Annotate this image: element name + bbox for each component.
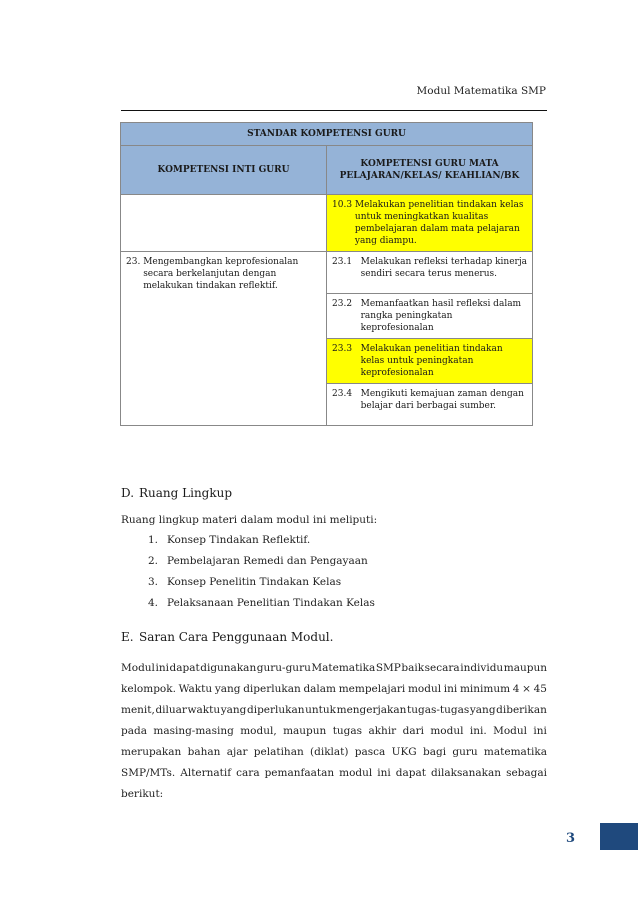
word: waktu	[187, 704, 221, 716]
list-item	[121, 555, 375, 576]
table-cell	[327, 294, 533, 339]
running-header: Modul Matematika SMP	[416, 85, 546, 97]
table-cell	[327, 339, 533, 384]
section-heading-d	[121, 486, 232, 500]
word: modul	[407, 683, 442, 695]
list-item	[121, 576, 375, 597]
word: dapat	[169, 662, 200, 674]
item-number: 23.	[126, 257, 144, 267]
word: yang	[220, 704, 247, 716]
word: ini	[443, 683, 458, 695]
word: mempelajari	[338, 683, 406, 695]
word: 45	[533, 683, 547, 695]
item-text: Melakukan penelitian tindakan kelas untuk peningkatan keprofesionalan	[360, 344, 503, 378]
word: (diklat)	[310, 746, 349, 758]
word: bagi	[423, 746, 447, 758]
list-item	[121, 597, 375, 618]
section-letter: D.	[121, 486, 135, 500]
table-row	[121, 195, 533, 252]
section-intro: Ruang lingkup materi dalam modul ini meliputi:	[121, 514, 378, 526]
word: dari	[402, 725, 424, 737]
item-text: Mengikuti kemajuan zaman dengan belajar dari berbagai sumber.	[360, 389, 524, 411]
page-number: 3	[566, 831, 576, 846]
list-text: Pembelajaran Remedi dan Pengayaan	[167, 555, 368, 567]
word: guru	[452, 746, 478, 758]
item-text: Memanfaatkan hasil refleksi dalam rangka peningkatan keprofesionalan	[360, 299, 522, 333]
word: pelatihan	[253, 746, 304, 758]
word: ini	[155, 662, 169, 674]
list-number: 2.	[147, 555, 158, 567]
item-number: 23.1	[332, 257, 361, 267]
word: SMP/MTs.	[121, 767, 176, 779]
header-rule	[121, 110, 547, 111]
item-text: Melakukan penelitian tindakan kelas untuk meningkatkan kualitas pembelajaran dalam mata pelajaran yang diampu.	[354, 200, 524, 246]
word: masing-masing	[153, 725, 234, 737]
competency-table	[120, 122, 533, 426]
item-text: Melakukan refleksi terhadap kinerja sendiri secara terus menerus.	[360, 257, 527, 279]
table-cell	[327, 195, 533, 252]
word: tugas	[332, 725, 363, 737]
section-title: Ruang Lingkup	[139, 486, 233, 500]
word: dapat	[395, 767, 426, 779]
word: pasca	[354, 746, 386, 758]
table-cell	[327, 252, 533, 294]
word: menit,	[121, 704, 155, 716]
word: yang	[214, 683, 241, 695]
table-cell-empty	[121, 195, 327, 252]
word: maupun	[283, 725, 327, 737]
list-number: 1.	[147, 534, 158, 546]
section-e-paragraph	[121, 658, 547, 805]
section-title: Saran Cara Penggunaan Modul.	[139, 630, 334, 644]
word: dalam	[303, 683, 336, 695]
word: modul	[339, 767, 373, 779]
word: digunakan	[200, 662, 257, 674]
word: maupun	[503, 662, 547, 674]
word: akhir	[368, 725, 397, 737]
paragraph-line	[121, 679, 547, 700]
word: ×	[522, 683, 531, 695]
word: secara	[424, 662, 460, 674]
word: SMP	[375, 662, 401, 674]
word: individu	[460, 662, 504, 674]
word: cara	[236, 767, 260, 779]
section-heading-e	[121, 630, 333, 644]
word: Modul	[493, 725, 527, 737]
table-title: STANDAR KOMPETENSI GURU	[121, 123, 533, 146]
table-cell-core	[121, 252, 327, 426]
item-number: 23.2	[332, 299, 361, 309]
list-text: Konsep Penelitin Tindakan Kelas	[167, 576, 342, 588]
word: matematika	[483, 746, 547, 758]
word: Waktu	[178, 683, 213, 695]
word: ini	[533, 725, 547, 737]
word: untuk	[305, 704, 337, 716]
item-number: 23.3	[332, 344, 361, 354]
word: pemanfaatan	[264, 767, 335, 779]
word: diperlukan	[247, 704, 305, 716]
word: yang	[469, 704, 496, 716]
col-header-subject: KOMPETENSI GURU MATA PELAJARAN/KELAS/ KEAHLIAN/BK	[327, 146, 533, 195]
word: baik	[401, 662, 425, 674]
word: minimum	[459, 683, 511, 695]
list-text: Konsep Tindakan Reflektif.	[167, 534, 311, 546]
word: guru-guru	[256, 662, 311, 674]
paragraph-line	[121, 742, 547, 763]
word: diberikan	[496, 704, 547, 716]
word: modul,	[240, 725, 277, 737]
list-number: 4.	[147, 597, 158, 609]
paragraph-line	[121, 700, 547, 721]
word: tugas-tugas	[407, 704, 470, 716]
scope-list	[121, 534, 375, 618]
word: diperlukan	[243, 683, 301, 695]
table-row	[121, 252, 533, 294]
list-number: 3.	[147, 576, 158, 588]
word: pada	[121, 725, 147, 737]
col-header-core: KOMPETENSI INTI GURU	[121, 146, 327, 195]
word: ini.	[469, 725, 487, 737]
paragraph-line	[121, 658, 547, 679]
word: dilaksanakan	[430, 767, 502, 779]
word: merupakan	[121, 746, 182, 758]
word: sebagai	[506, 767, 547, 779]
page-number-bar	[600, 823, 638, 850]
word: Alternatif	[180, 767, 232, 779]
paragraph-line	[121, 721, 547, 742]
word: UKG	[391, 746, 417, 758]
word: kelompok.	[121, 683, 176, 695]
word: bahan	[187, 746, 221, 758]
word: modul	[430, 725, 464, 737]
table-cell	[327, 384, 533, 426]
item-number: 23.4	[332, 389, 361, 399]
word: mengerjakan	[336, 704, 407, 716]
word: Matematika	[311, 662, 376, 674]
word: ajar	[226, 746, 248, 758]
item-number: 10.3	[332, 200, 355, 210]
word: ini	[377, 767, 391, 779]
paragraph-line: berikut:	[121, 788, 164, 800]
section-letter: E.	[121, 630, 134, 644]
word: 4	[512, 683, 520, 695]
paragraph-line	[121, 763, 547, 784]
word: Modul	[121, 662, 155, 674]
list-item	[121, 534, 375, 555]
item-text: Mengembangkan keprofesionalan secara berkelanjutan dengan melakukan tindakan reflektif.	[143, 257, 299, 291]
word: diluar	[155, 704, 187, 716]
list-text: Pelaksanaan Penelitian Tindakan Kelas	[167, 597, 375, 609]
